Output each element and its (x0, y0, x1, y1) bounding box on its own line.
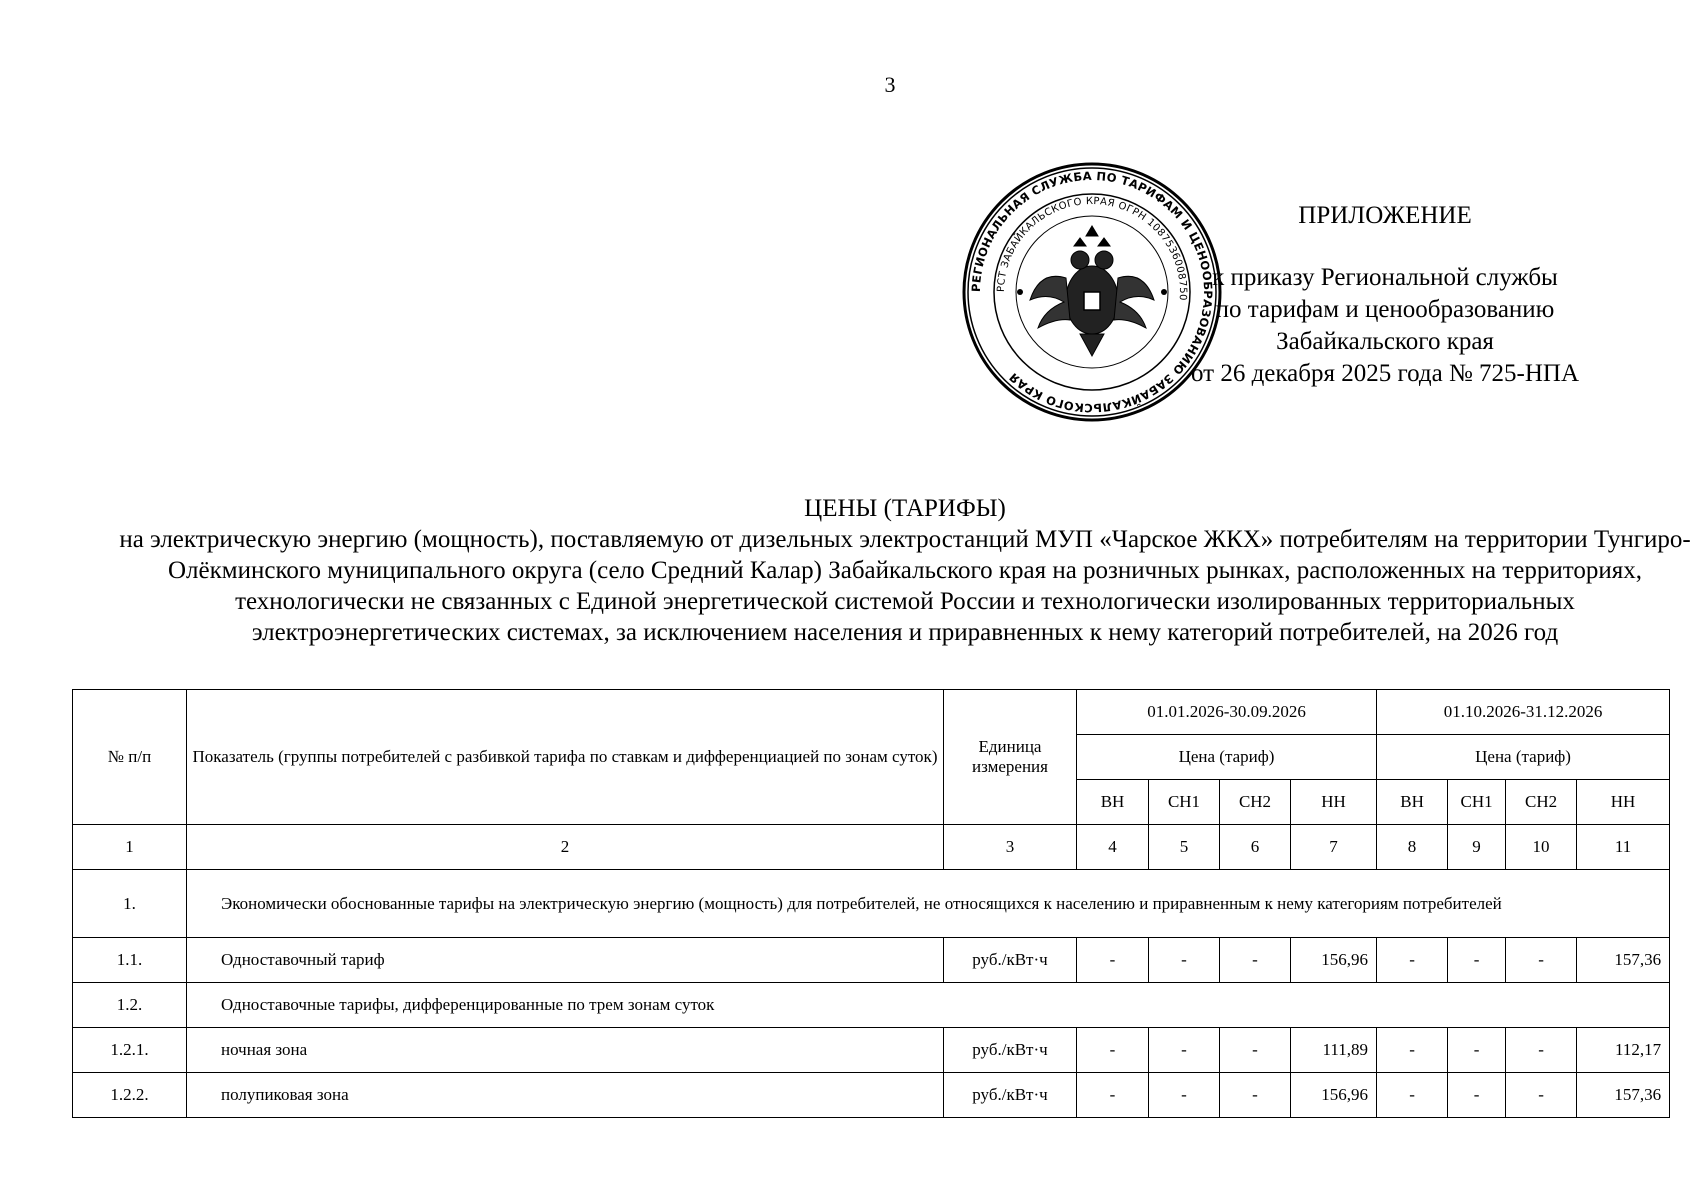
row-indicator: полупиковая зона (187, 1073, 944, 1118)
appendix-line-1: к приказу Региональной службы (1212, 264, 1558, 291)
row-num: 1. (73, 870, 187, 938)
column-number: 3 (944, 825, 1077, 870)
row-indicator-text: Экономически обоснованные тарифы на электрическую энергию (мощность) для потребителей, не относящихся к населению и приравненным к нему категориям потребителей (221, 893, 1502, 913)
header-level-nn-1: НН (1291, 780, 1377, 825)
row-value: - (1377, 1028, 1448, 1073)
row-indicator: Одноставочный тариф (187, 938, 944, 983)
header-level-sn2-1: СН2 (1220, 780, 1291, 825)
row-value: - (1149, 1073, 1220, 1118)
column-number: 10 (1506, 825, 1577, 870)
appendix-title: ПРИЛОЖЕНИЕ (1298, 202, 1472, 229)
row-value: - (1077, 938, 1149, 983)
row-value: - (1506, 938, 1577, 983)
tariff-table (72, 689, 1670, 1118)
appendix-block (1150, 200, 1620, 390)
row-value: - (1377, 1073, 1448, 1118)
column-number: 9 (1448, 825, 1506, 870)
row-value: 156,96 (1291, 938, 1377, 983)
row-value: - (1448, 1028, 1506, 1073)
row-num: 1.2.1. (73, 1028, 187, 1073)
document-heading: ЦЕНЫ (ТАРИФЫ) (804, 495, 1006, 522)
row-value: - (1149, 1028, 1220, 1073)
row-indicator: Одноставочные тарифы, дифференцированные по трем зонам суток (187, 983, 1670, 1028)
row-unit: руб./кВт·ч (944, 938, 1077, 983)
row-value: - (1506, 1028, 1577, 1073)
column-number: 8 (1377, 825, 1448, 870)
appendix-line-3: Забайкальского края (1276, 328, 1494, 355)
row-value: - (1220, 1028, 1291, 1073)
row-value: - (1149, 938, 1220, 983)
document-title (110, 493, 1697, 648)
header-level-vn-2: ВН (1377, 780, 1448, 825)
row-indicator (187, 870, 1670, 938)
row-value: - (1077, 1073, 1149, 1118)
row-value: - (1448, 938, 1506, 983)
row-indicator: ночная зона (187, 1028, 944, 1073)
row-value: - (1448, 1073, 1506, 1118)
row-value: - (1220, 1073, 1291, 1118)
coat-of-arms-emblem (1030, 226, 1154, 356)
table-row-1-2-2 (73, 1073, 1670, 1118)
header-level-sn2-2: СН2 (1506, 780, 1577, 825)
row-value: 112,17 (1577, 1028, 1670, 1073)
header-price-1: Цена (тариф) (1077, 735, 1377, 780)
header-unit: Единица измерения (944, 690, 1077, 825)
page-number: 3 (884, 72, 896, 97)
table-row-1-2-1 (73, 1028, 1670, 1073)
header-level-vn-1: ВН (1077, 780, 1149, 825)
row-value: 111,89 (1291, 1028, 1377, 1073)
column-number: 2 (187, 825, 944, 870)
row-value: - (1220, 938, 1291, 983)
stamp-outer-text: РЕГИОНАЛЬНАЯ СЛУЖБА ПО ТАРИФАМ И ЦЕНООБРАЗОВАНИЮ ЗАБАЙКАЛЬСКОГО КРАЯ (968, 168, 1216, 416)
row-unit: руб./кВт·ч (944, 1073, 1077, 1118)
table-row-1-1 (73, 938, 1670, 983)
table-row-1-2 (73, 983, 1670, 1028)
row-num: 1.1. (73, 938, 187, 983)
header-price-2: Цена (тариф) (1377, 735, 1670, 780)
column-numbers-row (73, 825, 1670, 870)
row-value: 156,96 (1291, 1073, 1377, 1118)
row-num: 1.2. (73, 983, 187, 1028)
table-row-section-1 (73, 870, 1670, 938)
appendix-line-2: по тарифам и ценообразованию (1215, 296, 1555, 323)
row-value: 157,36 (1577, 1073, 1670, 1118)
column-number: 4 (1077, 825, 1149, 870)
column-number: 5 (1149, 825, 1220, 870)
row-value: - (1506, 1073, 1577, 1118)
row-value: - (1077, 1028, 1149, 1073)
row-value: - (1377, 938, 1448, 983)
header-level-nn-2: НН (1577, 780, 1670, 825)
header-level-sn1-1: СН1 (1149, 780, 1220, 825)
row-num: 1.2.2. (73, 1073, 187, 1118)
row-unit: руб./кВт·ч (944, 1028, 1077, 1073)
column-number: 1 (73, 825, 187, 870)
appendix-line-4: от 26 декабря 2025 года № 725-НПА (1190, 360, 1580, 387)
header-num: № п/п (73, 690, 187, 825)
table-header-row-1 (73, 690, 1670, 735)
column-number: 6 (1220, 825, 1291, 870)
header-period-1: 01.01.2026-30.09.2026 (1077, 690, 1377, 735)
column-number: 11 (1577, 825, 1670, 870)
header-period-2: 01.10.2026-31.12.2026 (1377, 690, 1670, 735)
document-subtitle: на электрическую энергию (мощность), поставляемую от дизельных электростанций МУП «Чарское ЖКХ» потребителям на территории Тунгиро-Олёкминского муниципального округа (село Средний Калар) Забайкальского края на розничных рынках, расположенных на территориях, технологически не связанных с Единой энергетической системой России и технологически изолированных территориальных электроэнергетических системах, за исключением населения и приравненных к нему категорий потребителей, на 2026 год (119, 526, 1691, 646)
stamp-inner-text: РСТ ЗАБАЙКАЛЬСКОГО КРАЯ ОГРН 1087536008750 (995, 195, 1189, 302)
header-level-sn1-2: СН1 (1448, 780, 1506, 825)
row-value: 157,36 (1577, 938, 1670, 983)
header-indicator: Показатель (группы потребителей с разбивкой тарифа по ставкам и дифференциацией по зонам суток) (187, 690, 944, 825)
column-number: 7 (1291, 825, 1377, 870)
